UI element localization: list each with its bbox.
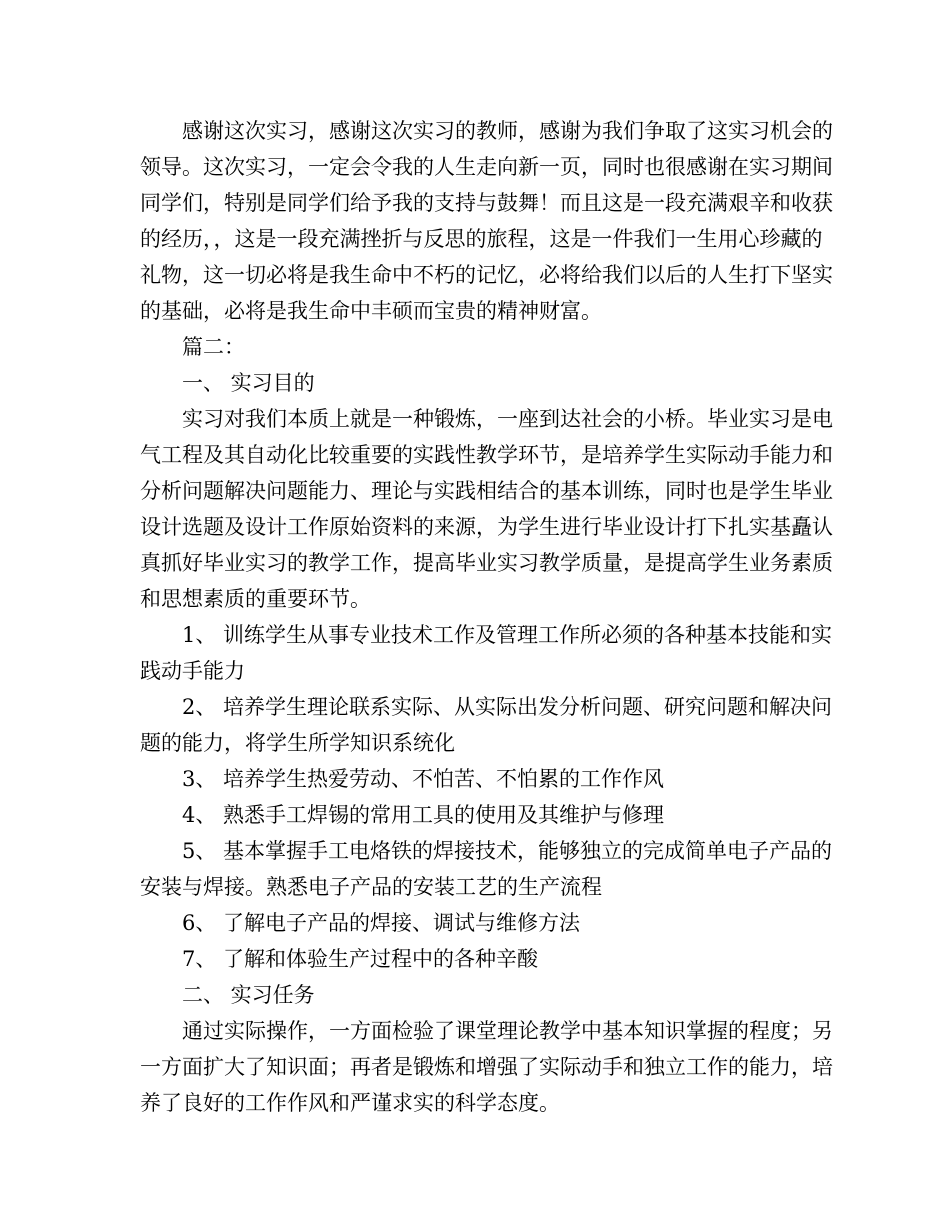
heading-internship-purpose: 一、 实习目的 [182, 371, 315, 395]
list-item-6: 6、 了解电子产品的焊接、调试与维修方法 [182, 911, 581, 935]
list-item-3: 3、 培养学生热爱劳动、不怕苦、不怕累的工作作风 [182, 767, 665, 791]
section-label-part-two: 篇二： [182, 335, 245, 359]
paragraph-tasks: 通过实际操作，一方面检验了课堂理论教学中基本知识掌握的程度；另一方面扩大了知识面；再者是锻炼和增强了实际动手和独立工作的能力，培养了良好的工作作风和严谨求实的科学态度。 [140, 1019, 833, 1115]
list-item-7: 7、 了解和体验生产过程中的各种辛酸 [182, 947, 539, 971]
list-item-5: 5、 基本掌握手工电烙铁的焊接技术，能够独立的完成简单电子产品的安装与焊接。熟悉电子产品的安装工艺的生产流程 [140, 839, 833, 899]
document-body [140, 113, 840, 1121]
list-item-2: 2、 培养学生理论联系实际、从实际出发分析问题、研究问题和解决问题的能力，将学生所学知识系统化 [140, 695, 833, 755]
list-item-1: 1、 训练学生从事专业技术工作及管理工作所必须的各种基本技能和实践动手能力 [140, 623, 833, 683]
paragraph-thanks: 感谢这次实习，感谢这次实习的教师，感谢为我们争取了这实习机会的领导。这次实习，一定会令我的人生走向新一页，同时也很感谢在实习期间同学们，特别是同学们给予我的支持与鼓舞！而且这是一段充满艰辛和收获的经历，，这是一段充满挫折与反思的旅程，这是一件我们一生用心珍藏的礼物，这一切必将是我生命中不朽的记忆，必将给我们以后的人生打下坚实的基础，必将是我生命中丰硕而宝贵的精神财富。 [140, 119, 833, 323]
paragraph-purpose: 实习对我们本质上就是一种锻炼，一座到达社会的小桥。毕业实习是电气工程及其自动化比较重要的实践性教学环节，是培养学生实际动手能力和分析问题解决问题能力、理论与实践相结合的基本训练，同时也是学生毕业设计选题及设计工作原始资料的来源，为学生进行毕业设计打下扎实基矗认真抓好毕业实习的教学工作，提高毕业实习教学质量，是提高学生业务素质和思想素质的重要环节。 [140, 407, 833, 611]
list-item-4: 4、 熟悉手工焊锡的常用工具的使用及其维护与修理 [182, 803, 665, 827]
heading-internship-tasks: 二、 实习任务 [182, 983, 315, 1007]
